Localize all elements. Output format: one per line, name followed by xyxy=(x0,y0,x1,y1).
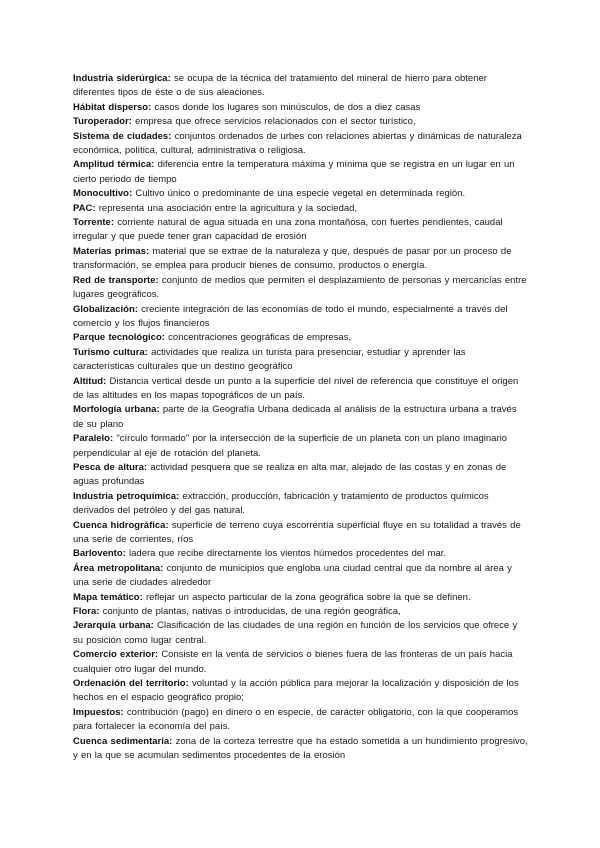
glossary-term: Impuestos: xyxy=(73,706,124,718)
glossary-term: Paralelo: xyxy=(73,433,114,445)
glossary-term: Materias primas: xyxy=(73,245,150,257)
glossary-entry xyxy=(73,677,528,706)
glossary-term: Comercio exterior: xyxy=(73,649,159,661)
glossary-definition: corriente natural de agua situada en una zona montañosa, con fuertes pendientes, caudal irregular y que puede tener gran capacidad de erosión xyxy=(73,217,503,243)
glossary-definition: actividades que realiza un turista para presenciar, estudiar y aprender las características culturales que un destino geográfico xyxy=(73,346,466,373)
glossary-term: Sistema de ciudades: xyxy=(73,130,172,142)
glossary-term: Globalización: xyxy=(73,303,138,315)
glossary-term: Cuenca sedimentaria: xyxy=(73,735,173,747)
glossary-definition: Distancia vertical desde un punto a la superficie del nivel de referencia que constituye el origen de las altitudes en los mapas topográficos de un país. xyxy=(73,375,519,401)
glossary-term: Mapa temático: xyxy=(73,591,143,603)
glossary-definition: concentraciones geográficas de empresas, xyxy=(164,332,352,344)
glossary-definition: ladera que recibe directamente los vientos húmedos procedentes del mar. xyxy=(125,548,447,560)
glossary-definition: parte de la Geografía Urbana dedicada al análisis de la estructura urbana a través de su plano xyxy=(73,404,517,430)
glossary-entry xyxy=(73,187,528,201)
glossary-definition: diferencia entre la temperatura máxima y mínima que se registra en un lugar en un cierto periodo de tiempo xyxy=(73,159,515,185)
glossary-entry xyxy=(73,303,528,332)
glossary-entry xyxy=(73,346,528,375)
glossary-entry xyxy=(73,158,528,187)
glossary-definition: contribución (pago) en dinero o en especie, de carácter obligatorio, con la que cooperamos para fortalecer la economía del país. xyxy=(73,706,519,733)
glossary-entry xyxy=(73,706,528,735)
glossary-term: Industria siderúrgica: xyxy=(73,73,171,84)
glossary-term: Cuenca hidrográfica: xyxy=(73,519,169,531)
glossary-entry xyxy=(73,519,528,548)
glossary-definition: representa una asociación entre la agricultura y la sociedad, xyxy=(95,202,358,214)
glossary-entry xyxy=(73,245,528,274)
glossary-definition: casos donde los lugares son minúsculos, de dos a diez casas xyxy=(151,101,421,113)
glossary-entry xyxy=(73,461,528,490)
glossary-definition: conjuntos ordenados de urbes con relaciones abiertas y dinámicas de naturaleza económica, política, cultural, administrativa o religiosa. xyxy=(73,130,522,157)
glossary-list xyxy=(73,72,528,764)
glossary-entry xyxy=(73,605,528,619)
glossary-term: Torrente: xyxy=(73,217,114,229)
glossary-definition: Consiste en la venta de servicios o bienes fuera de las fronteras de un país hacia cualquier otro lugar del mundo. xyxy=(73,649,513,675)
glossary-entry xyxy=(73,735,528,764)
glossary-definition: creciente integración de las economías de todo el mundo, especialmente a través del comercio y los flujos financieros xyxy=(73,303,508,329)
glossary-entry xyxy=(73,115,528,129)
glossary-entry xyxy=(73,562,528,591)
glossary-entry xyxy=(73,547,528,561)
glossary-definition: "círculo formado" por la intersección de la superficie de un planeta con un plano imaginario perpendicular al eje de rotación del planeta. xyxy=(73,433,507,459)
glossary-term: Monocultivo: xyxy=(73,188,133,200)
glossary-definition: se ocupa de la técnica del tratamiento del mineral de hierro para obtener diferentes tipos de éste o de sus aleaciones. xyxy=(73,73,487,99)
glossary-term: Turismo cultura: xyxy=(73,346,148,358)
glossary-definition: superficie de terreno cuya escorrentía superficial fluye en su totalidad a través de una serie de corrientes, ríos xyxy=(73,519,521,545)
glossary-entry xyxy=(73,403,528,432)
glossary-entry xyxy=(73,490,528,519)
glossary-term: Hábitat disperso: xyxy=(73,101,152,113)
glossary-term: Morfología urbana: xyxy=(73,404,160,416)
glossary-entry xyxy=(73,72,528,101)
glossary-definition: conjunto de medios que permiten el desplazamiento de personas y mercancías entre lugares geográficos. xyxy=(73,274,527,301)
glossary-definition: zona de la corteza terrestre que ha estado sometida a un hundimiento progresivo, y en la que se acumulan sedimentos procedentes de la erosión xyxy=(73,735,528,762)
glossary-definition: conjunto de municipios que engloba una ciudad central que da nombre al área y una serie de ciudades alrededor xyxy=(73,562,512,589)
glossary-definition: conjunto de plantas, nativas o introducidas, de una región geográfica, xyxy=(99,606,401,618)
glossary-term: Área metropolitana: xyxy=(73,562,164,574)
glossary-definition: actividad pesquera que se realiza en alta mar, alejado de las costas y en zonas de aguas profundas xyxy=(73,461,507,488)
glossary-entry xyxy=(73,130,528,159)
glossary-entry xyxy=(73,619,528,648)
glossary-definition: reflejar un aspecto particular de la zona geográfica sobre la que se definen. xyxy=(142,591,471,603)
glossary-definition: Clasificación de las ciudades de una región en función de los servicios que ofrece y su posición como lugar central. xyxy=(73,620,518,646)
glossary-entry xyxy=(73,202,528,216)
glossary-entry xyxy=(73,375,528,404)
glossary-term: Amplitud térmica: xyxy=(73,159,155,171)
glossary-term: Pesca de altura: xyxy=(73,461,148,473)
glossary-entry xyxy=(73,101,528,115)
glossary-entry xyxy=(73,648,528,677)
glossary-definition: material que se extrae de la naturaleza y que, después de pasar por un proceso de transformación, se emplea para producir bienes de consumo, productos o energía. xyxy=(73,245,512,272)
glossary-entry xyxy=(73,216,528,245)
glossary-definition: Cultivo único o predominante de una especie vegetal en determinada región. xyxy=(132,188,466,200)
glossary-term: Jerarquía urbana: xyxy=(73,620,154,632)
glossary-entry xyxy=(73,274,528,303)
glossary-term: Ordenación del territorio: xyxy=(73,678,189,690)
glossary-term: Parque tecnológico: xyxy=(73,332,165,344)
glossary-entry xyxy=(73,331,528,345)
glossary-term: Barlovento: xyxy=(73,548,126,560)
glossary-term: Turoperador: xyxy=(73,116,132,128)
glossary-definition: extracción, producción, fabricación y tratamiento de productos químicos derivados del petróleo y del gas natural. xyxy=(73,490,489,517)
glossary-term: Altitud: xyxy=(73,375,107,387)
glossary-definition: voluntad y la acción pública para mejorar la localización y disposición de los hechos en el espacio geográfico propio; xyxy=(73,678,519,704)
glossary-definition: empresa que ofrece servicios relacionados con el sector turístico, xyxy=(131,116,416,128)
glossary-term: Industria petroquímica: xyxy=(73,490,180,502)
glossary-term: PAC: xyxy=(73,202,96,214)
glossary-entry xyxy=(73,432,528,461)
glossary-term: Red de transporte: xyxy=(73,274,159,286)
glossary-term: Flora: xyxy=(73,606,100,618)
glossary-entry xyxy=(73,591,528,605)
